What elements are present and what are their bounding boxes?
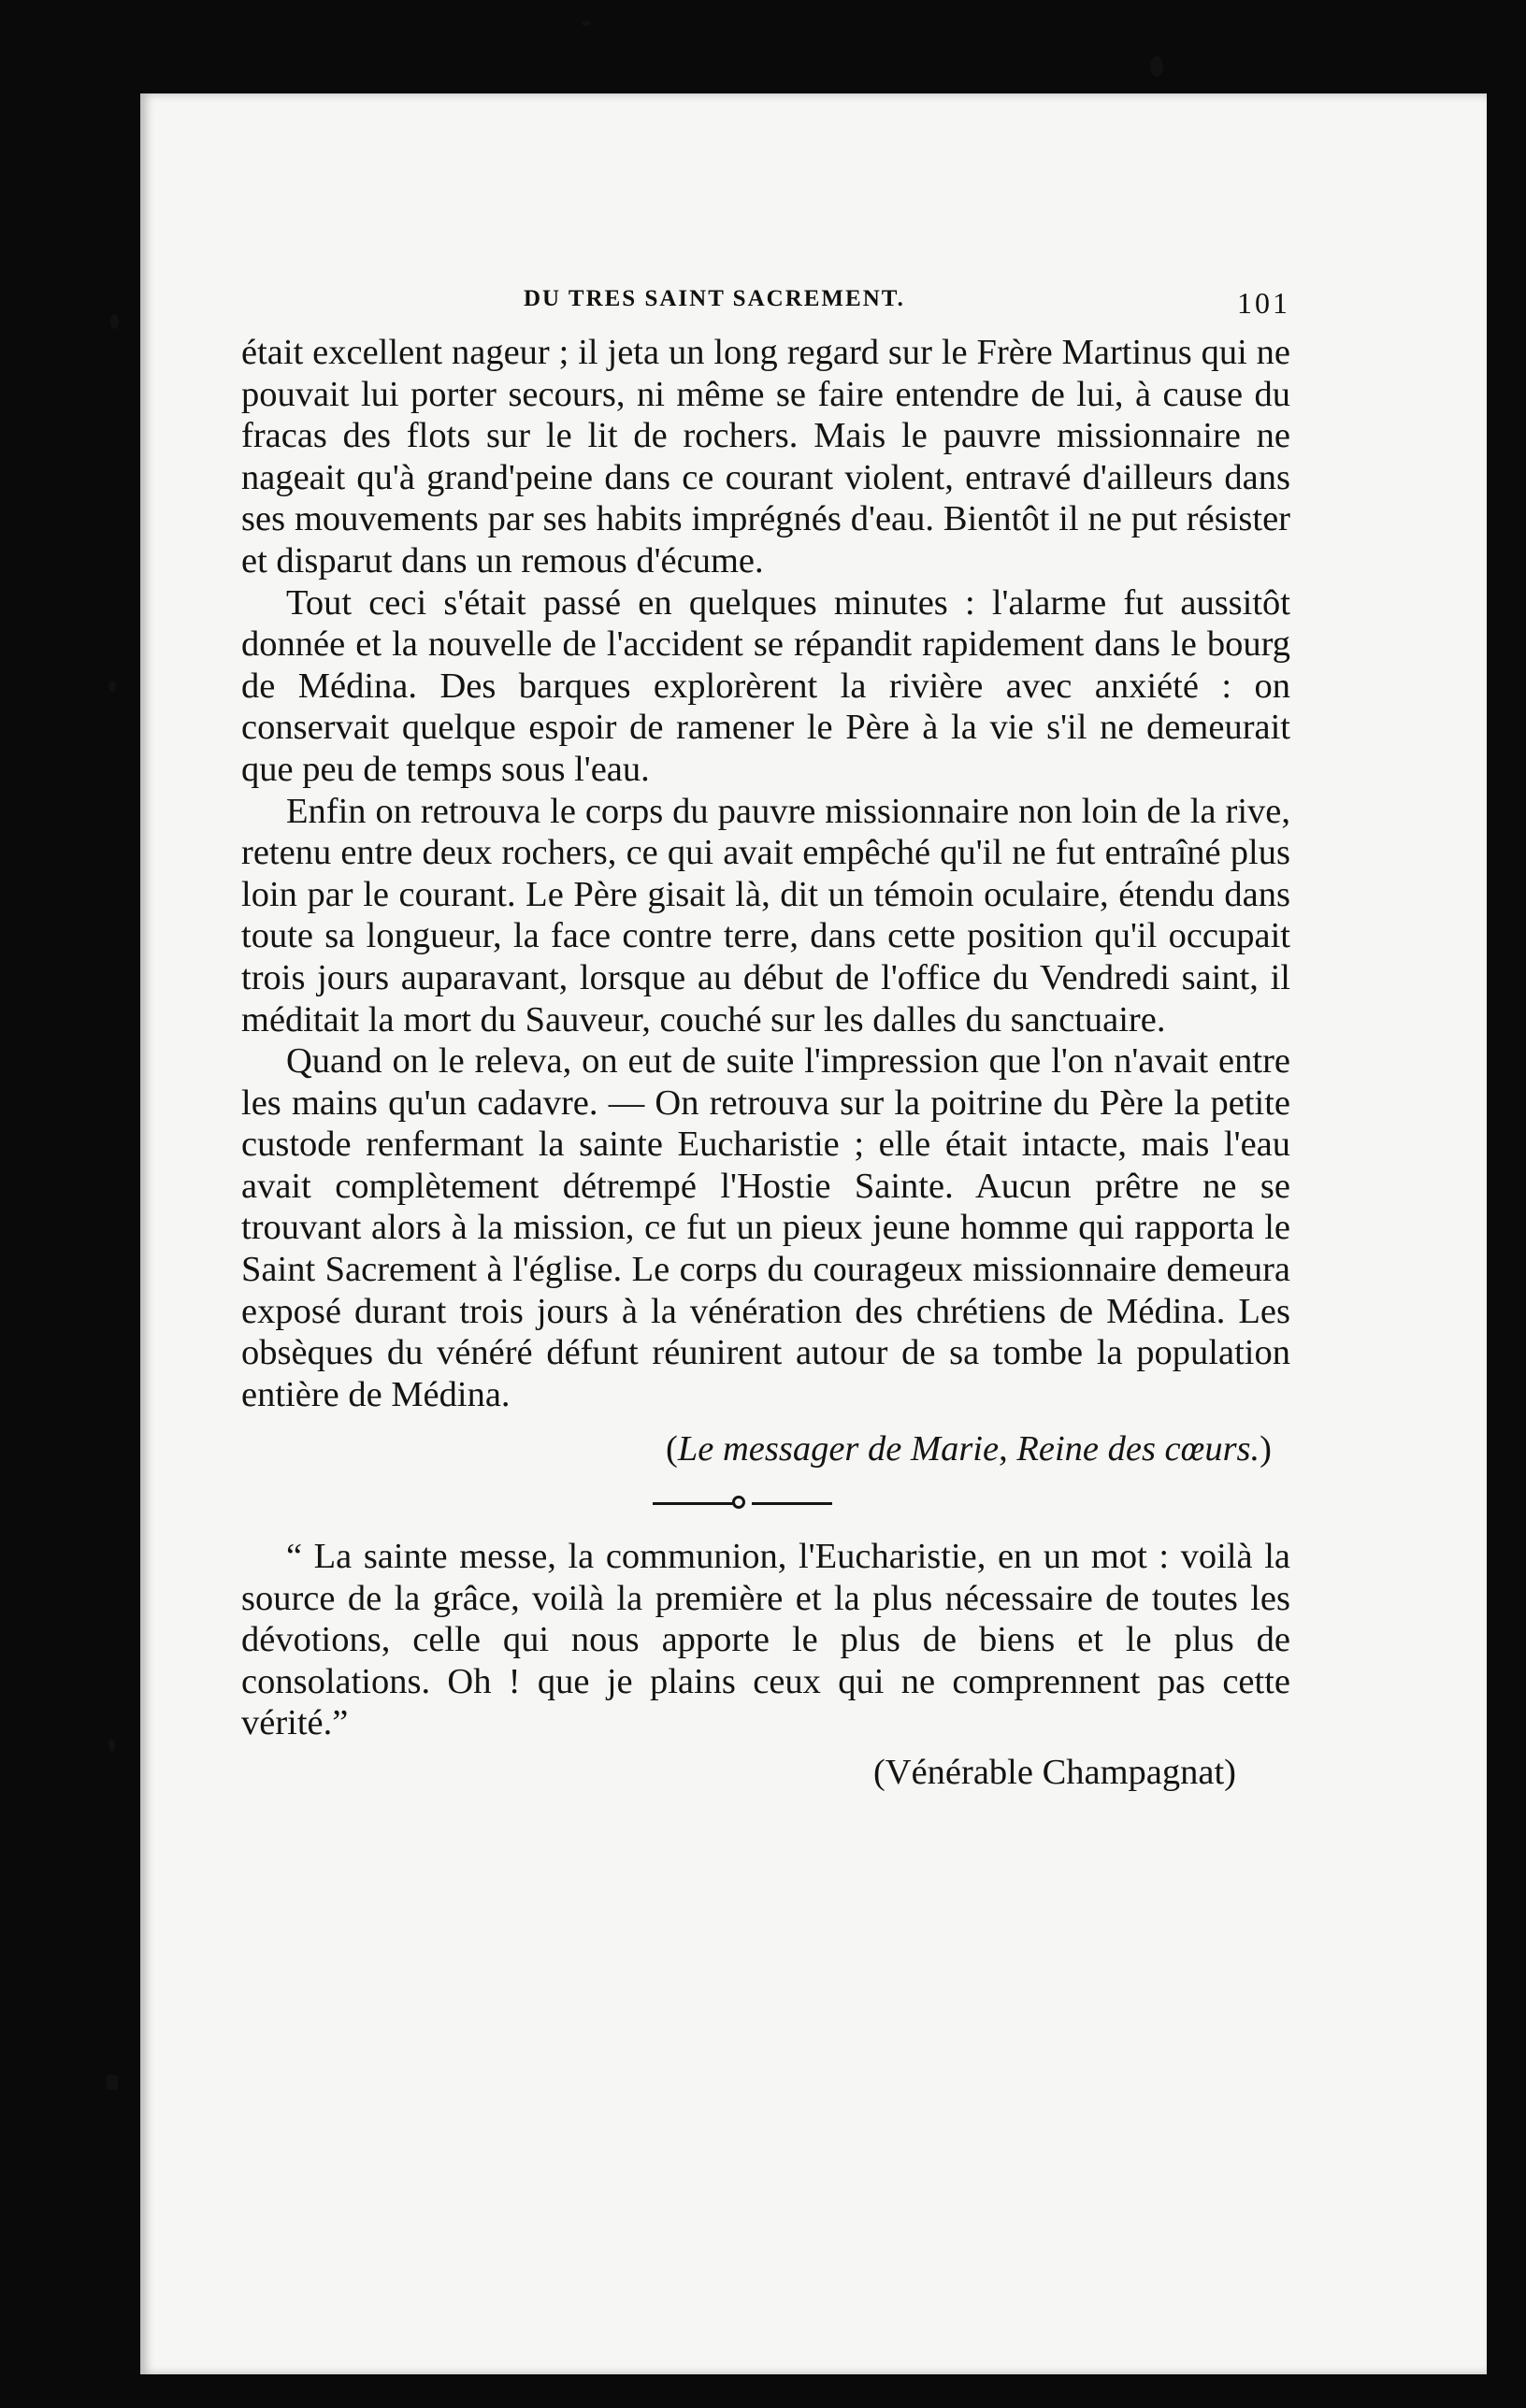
- source-close-paren: ): [1260, 1429, 1272, 1469]
- source-title: Le messager de Marie: [677, 1429, 1000, 1469]
- quote-attribution: (Vénérable Champagnat): [872, 1753, 1236, 1792]
- source-subtitle: Reine des cœurs.: [1016, 1429, 1260, 1469]
- source-citation: [241, 1428, 1272, 1470]
- scan-speck: [107, 2075, 118, 2090]
- body-text: [241, 332, 1290, 1794]
- source-comma: ,: [999, 1429, 1017, 1469]
- source-open-paren: (: [666, 1429, 678, 1469]
- paragraph: Quand on le releva, on eut de suite l'impression que l'on n'avait entre les mains qu'un cadavre. — On retrouva sur la poitrine du Père la petite custode renfermant la sainte Eucharistie ; elle était intacte, mais l'eau avait complètement détrempé l'Hostie Sainte. Aucun prêtre ne se trouvant alors à la mission, ce fut un pieux jeune homme qui rapporta le Saint Sacrement à l'église. Le corps du courageux missionnaire demeura exposé durant trois jours à la vénération des chrétiens de Médina. Les obsèques du vénéré défunt réunirent autour de sa tombe la population entière de Médina.: [241, 1041, 1290, 1414]
- scan-speck: [110, 314, 119, 329]
- page-header: [524, 286, 1290, 329]
- scan-speck: [108, 1739, 115, 1752]
- section-divider: [241, 1482, 1290, 1519]
- divider-line: [752, 1502, 832, 1505]
- page-number: 101: [1237, 286, 1290, 320]
- scan-speck: [108, 681, 116, 692]
- scan-speck: [582, 21, 591, 26]
- scan-speck: [1150, 56, 1163, 77]
- divider-line: [653, 1502, 733, 1505]
- paragraph: était excellent nageur ; il jeta un long regard sur le Frère Martinus qui ne pouvait lui porter secours, ni même se faire entendre de lui, à cause du fracas des flots sur le lit de rochers. Mais le pauvre missionnaire ne nageait qu'à grand'peine dans ce courant violent, entravé d'ailleurs dans ses mouvements par ses habits imprégnés d'eau. Bientôt il ne put résister et disparut dans un remous d'écume.: [241, 333, 1290, 580]
- paragraph: Tout ceci s'était passé en quelques minutes : l'alarme fut aussitôt donnée et la nouvelle de l'accident se répandit rapidement dans le bourg de Médina. Des barques explorèrent la rivière avec anxiété : on conservait quelque espoir de ramener le Père à la vie s'il ne demeurait que peu de temps sous l'eau.: [241, 582, 1290, 789]
- quotation: “ La sainte messe, la communion, l'Eucharistie, en un mot : voilà la source de la grâce, voilà la première et la plus nécessaire de toutes les dévotions, celle qui nous apporte le plus de biens et le plus de consolations. Oh ! que je plains ceux qui ne comprennent pas cette vérité.”: [241, 1537, 1290, 1743]
- running-title: DU TRES SAINT SACREMENT.: [524, 286, 905, 311]
- paragraph: Enfin on retrouva le corps du pauvre missionnaire non loin de la rive, retenu entre deux rochers, ce qui avait empêché qu'il ne fut entraîné plus loin par le courant. Le Père gisait là, dit un témoin oculaire, étendu dans toute sa longueur, la face contre terre, dans cette position qu'il occupait trois jours auparavant, lorsque au début de l'office du Vendredi saint, il méditait la mort du Sauveur, couché sur les dalles du sanctuaire.: [241, 791, 1290, 1039]
- divider-circle-ornament: [732, 1496, 745, 1509]
